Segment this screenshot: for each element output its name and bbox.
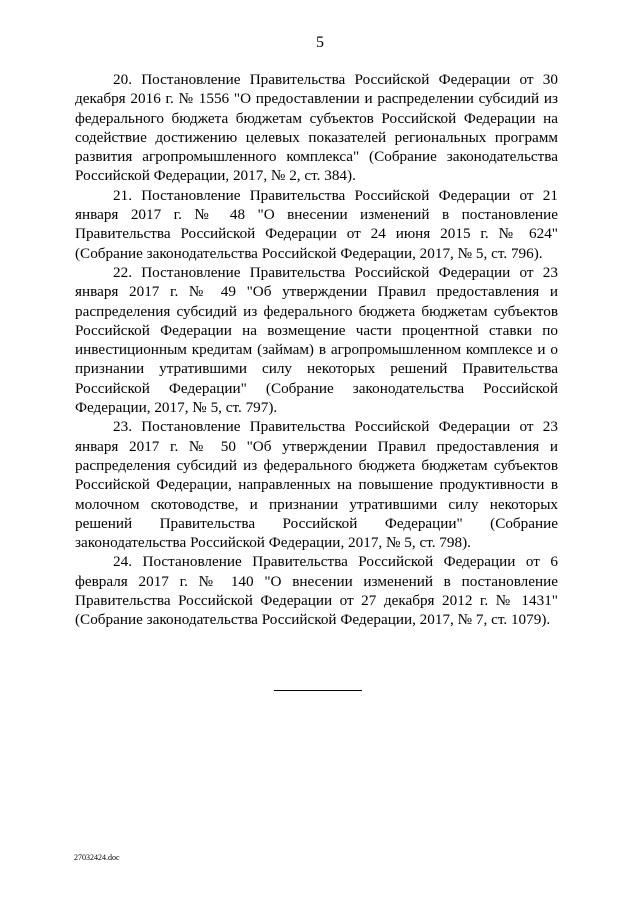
list-item-22: 22. Постановление Правительства Российской Федерации от 23 января 2017 г. № 49 "Об утверждении Правил предоставления и распределения субсидий из федерального бюджета бюджетам субъектов Российской Федерации на возмещение части процентной ставки по инвестиционным кредитам (займам) в агропромышленном комплексе и о признании утратившими силу некоторых решений Правительства Российской Федерации" (Собрание законодательства Российской Федерации, 2017, № 5, ст. 797). — [75, 263, 558, 417]
footer-filename: 27032424.doc — [74, 853, 120, 862]
list-item-24: 24. Постановление Правительства Российской Федерации от 6 февраля 2017 г. № 140 "О внесении изменений в постановление Правительства Российской Федерации от 27 декабря 2012 г. № 1431" (Собрание законодательства Российской Федерации, 2017, № 7, ст. 1079). — [75, 553, 558, 629]
page-number: 5 — [316, 34, 324, 51]
list-item-20: 20. Постановление Правительства Российской Федерации от 30 декабря 2016 г. № 1556 "О предоставлении и распределении субсидий из федерального бюджета бюджетам субъектов Российской Федерации на содействие достижению целевых показателей региональных программ развития агропромышленного комплекса" (Собрание законодательства Российской Федерации, 2017, № 2, ст. 384). — [75, 71, 558, 185]
document-body — [75, 70, 558, 630]
end-separator-line — [274, 690, 362, 691]
list-item-21: 21. Постановление Правительства Российской Федерации от 21 января 2017 г. № 48 "О внесении изменений в постановление Правительства Российской Федерации от 24 июня 2015 г. № 624" (Собрание законодательства Российской Федерации, 2017, № 5, ст. 796). — [75, 186, 558, 262]
list-item-23: 23. Постановление Правительства Российской Федерации от 23 января 2017 г. № 50 "Об утверждении Правил предоставления и распределения субсидий из федерального бюджета бюджетам субъектов Российской Федерации, направленных на повышение продуктивности в молочном скотоводстве, и признании утратившими силу некоторых решений Правительства Российской Федерации" (Собрание законодательства Российской Федерации, 2017, № 5, ст. 798). — [75, 418, 558, 552]
